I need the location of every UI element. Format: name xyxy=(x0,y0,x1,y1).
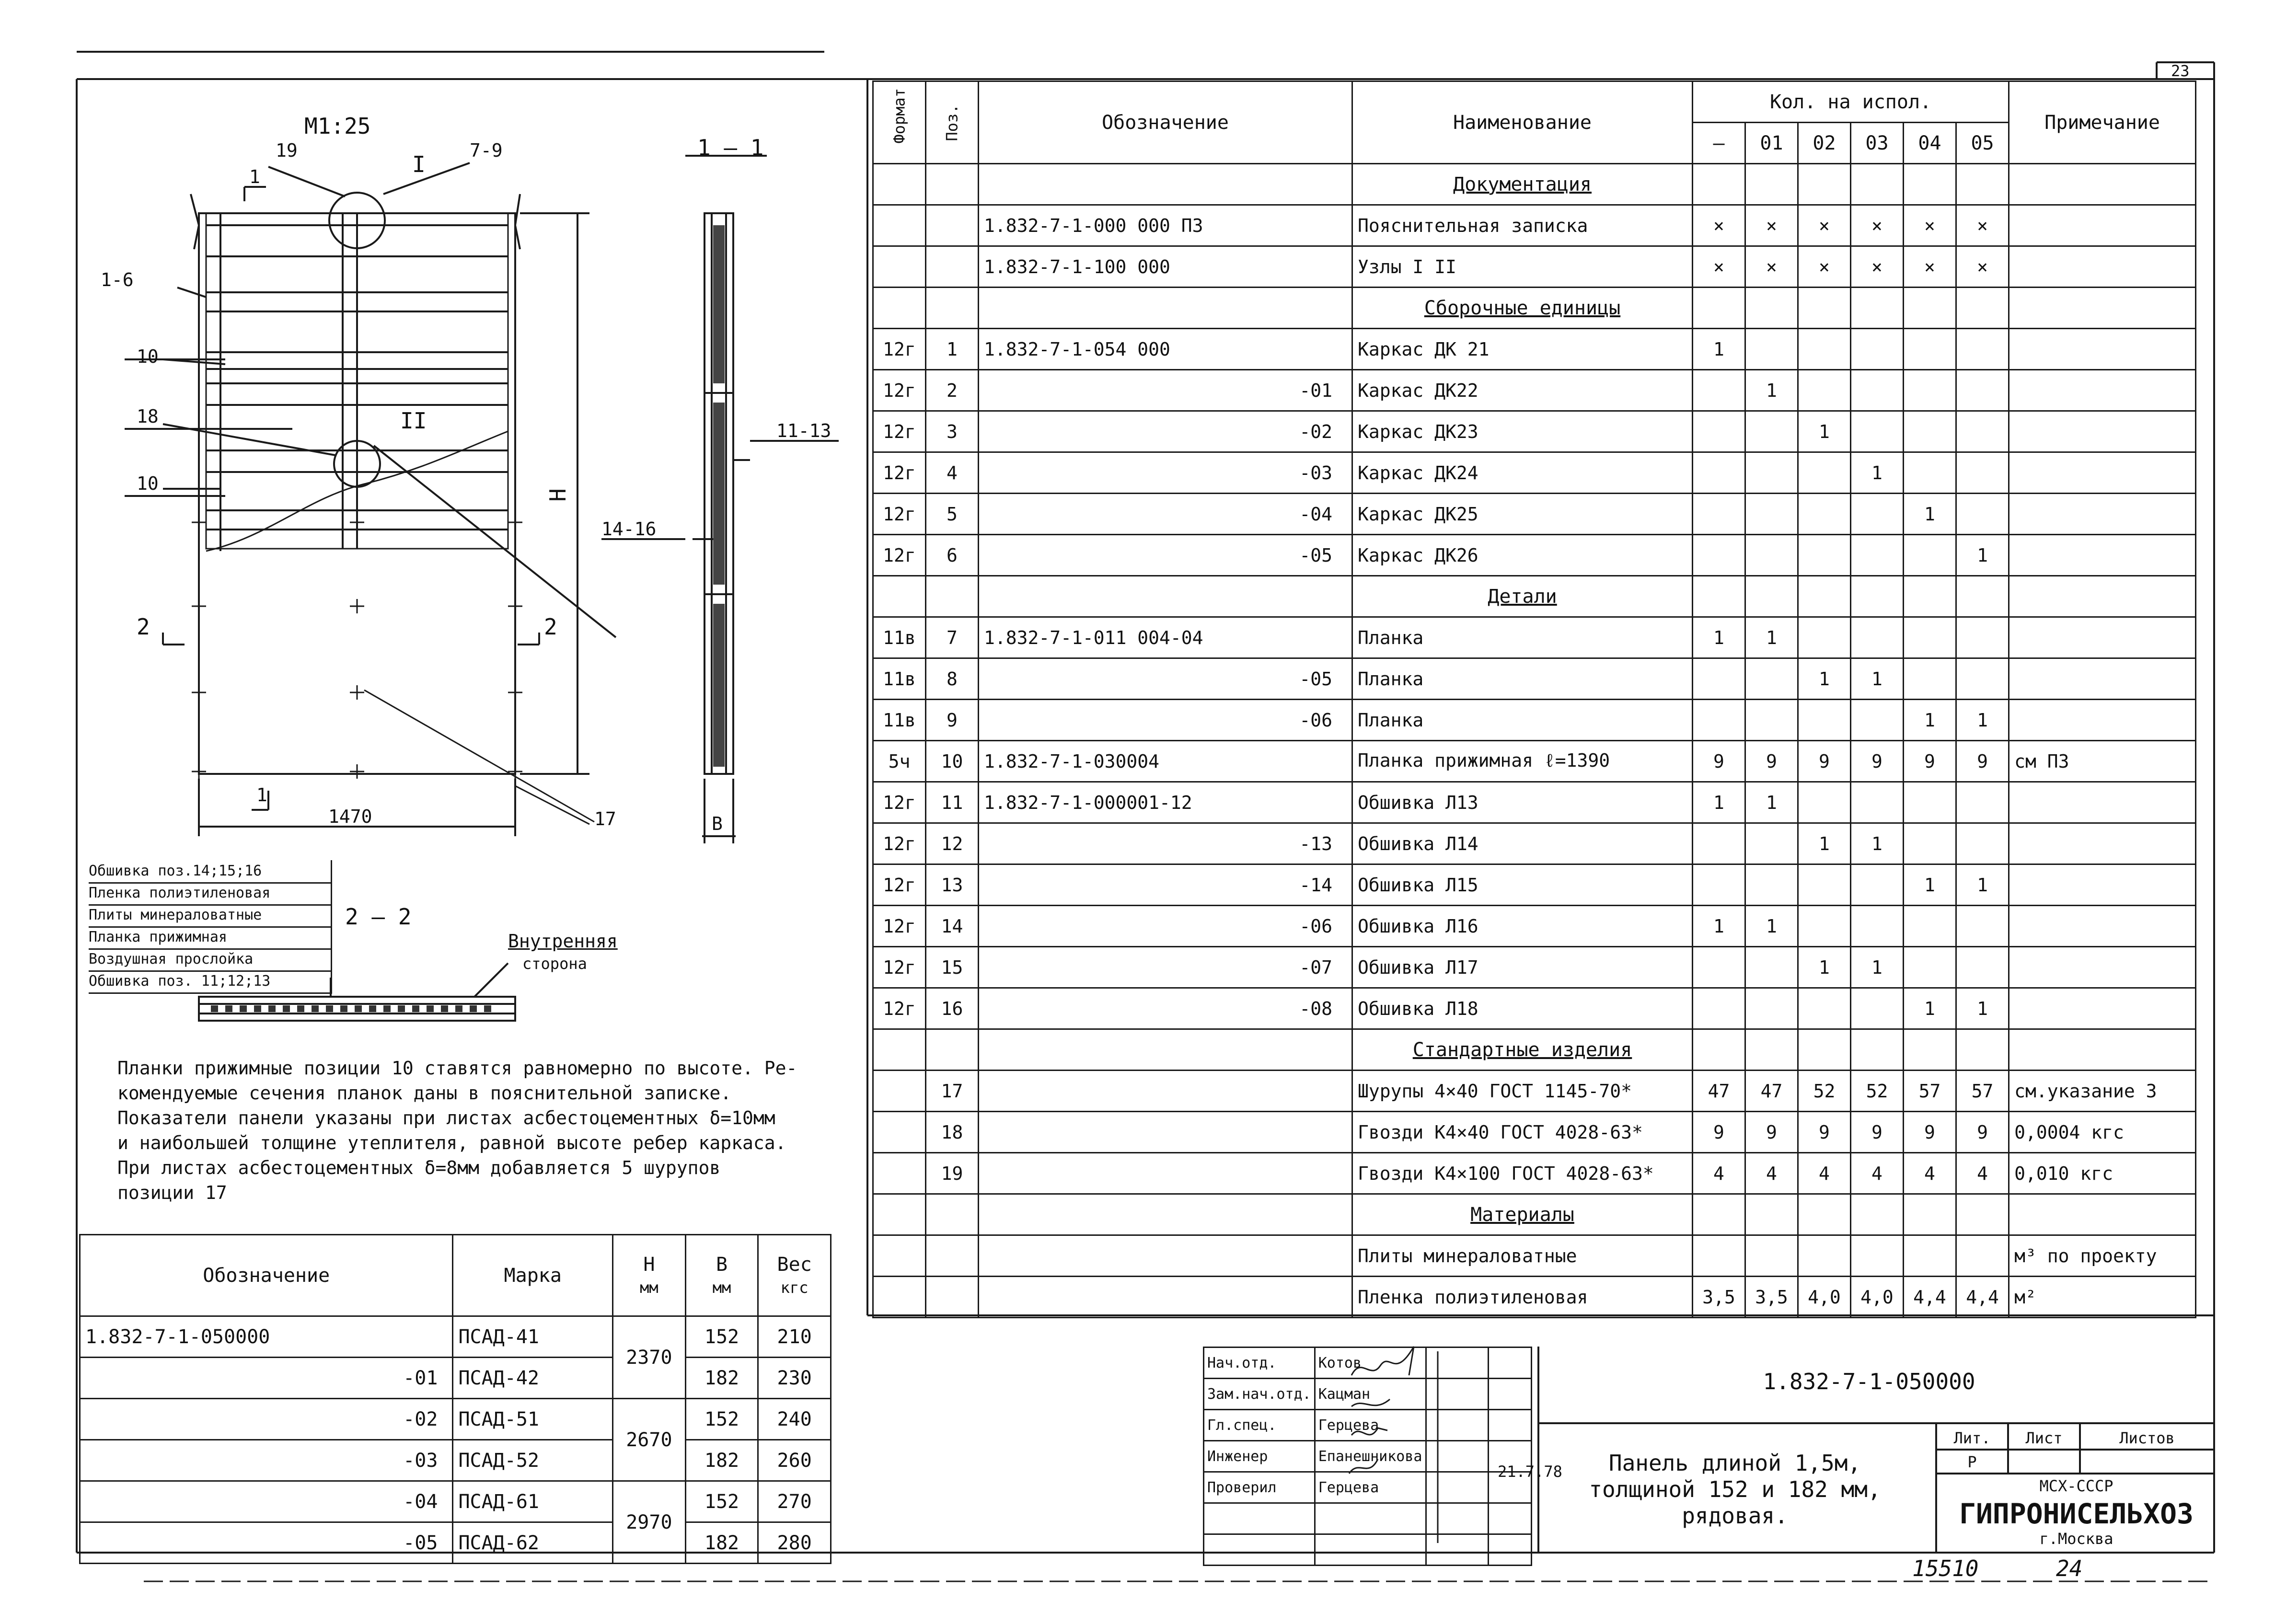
spec-qty-cell: 1 xyxy=(1798,947,1851,988)
spec-qty-cell: 9 xyxy=(1798,741,1851,782)
marks-header-mark: Марка xyxy=(453,1235,613,1316)
spec-qty-cell: 1 xyxy=(1904,864,1956,906)
mark-height: 2670 xyxy=(613,1399,686,1481)
spec-qty-cell: × xyxy=(1745,246,1798,288)
spec-qty-cell: 1 xyxy=(1745,906,1798,947)
spec-qty-cell: 4 xyxy=(1798,1153,1851,1194)
spec-pos-cell: 16 xyxy=(926,988,979,1029)
spec-qty-cell: 57 xyxy=(1904,1071,1956,1112)
callout-7-9: 7-9 xyxy=(470,140,503,161)
spec-pos-cell: 13 xyxy=(926,864,979,906)
spec-pos-cell: 1 xyxy=(926,329,979,370)
spec-pos-cell: 14 xyxy=(926,906,979,947)
mark-weight: 230 xyxy=(758,1358,831,1399)
spec-qty-cell: 4 xyxy=(1956,1153,2009,1194)
spec-name-cell: Обшивка Л14 xyxy=(1352,823,1693,864)
spec-qty-cell: 1 xyxy=(1851,947,1904,988)
spec-name-cell: Каркас ДК25 xyxy=(1352,494,1693,535)
spec-pos-cell: 7 xyxy=(926,617,979,658)
spec-header-format: Формат xyxy=(873,81,926,164)
archive-number: 15510 xyxy=(1912,1555,1979,1581)
spec-designation-cell: -06 xyxy=(979,700,1352,741)
spec-qty-cell: 1 xyxy=(1956,988,2009,1029)
spec-qty-cell: × xyxy=(1745,205,1798,246)
spec-note-cell: см ПЗ xyxy=(2009,741,2196,782)
mark-b: 182 xyxy=(685,1358,758,1399)
spec-format-cell: 12г xyxy=(873,370,926,411)
signer-role: Гл.спец. xyxy=(1204,1410,1315,1441)
spec-qty-cell: 1 xyxy=(1693,329,1745,370)
spec-name-cell: Каркас ДК 21 xyxy=(1352,329,1693,370)
spec-qty-col-header: 04 xyxy=(1904,123,1956,164)
spec-name-cell: Обшивка Л15 xyxy=(1352,864,1693,906)
callout-node-I: I xyxy=(412,151,426,177)
spec-name-cell: Обшивка Л16 xyxy=(1352,906,1693,947)
spec-note-cell: 0,010 кгс xyxy=(2009,1153,2196,1194)
spec-qty-cell: 1 xyxy=(1745,617,1798,658)
marks-header-weight-unit: кгс xyxy=(780,1278,808,1297)
spec-qty-cell: × xyxy=(1851,205,1904,246)
marks-header-weight-label: Вес xyxy=(777,1253,812,1276)
spec-qty-cell: 1 xyxy=(1956,535,2009,576)
note-line-4: и наибольшей толщине утеплителя, равной высоте ребер каркаса. xyxy=(117,1132,786,1153)
spec-pos-cell: 11 xyxy=(926,782,979,823)
spec-name-cell: Каркас ДК23 xyxy=(1352,411,1693,452)
spec-designation-cell: -01 xyxy=(979,370,1352,411)
spec-qty-cell: 4,0 xyxy=(1851,1277,1904,1318)
spec-section-title: Документация xyxy=(1352,164,1693,205)
spec-format-cell: 11в xyxy=(873,700,926,741)
spec-qty-cell: 9 xyxy=(1745,741,1798,782)
mark-code: ПСАД-41 xyxy=(453,1316,613,1358)
callout-18: 18 xyxy=(137,406,159,427)
scale-label: М1:25 xyxy=(304,113,371,139)
mark-designation: 1.832-7-1-050000 xyxy=(80,1316,453,1358)
spec-name-cell: Пояснительная записка xyxy=(1352,205,1693,246)
spec-designation-cell: 1.832-7-1-011 004-04 xyxy=(979,617,1352,658)
marks-header-designation: Обозначение xyxy=(80,1235,453,1316)
signer-name: Герцева xyxy=(1315,1410,1426,1441)
spec-name-cell: Планка прижимная ℓ=1390 xyxy=(1352,741,1693,782)
spec-name-cell: Каркас ДК22 xyxy=(1352,370,1693,411)
spec-qty-cell: 3,5 xyxy=(1745,1277,1798,1318)
mark-designation: -03 xyxy=(80,1440,453,1481)
spec-header-name: Наименование xyxy=(1352,81,1693,164)
spec-designation-cell: -04 xyxy=(979,494,1352,535)
mark-designation: -04 xyxy=(80,1481,453,1522)
mark-designation: -05 xyxy=(80,1522,453,1564)
mark-b: 152 xyxy=(685,1399,758,1440)
spec-name-cell: Планка xyxy=(1352,617,1693,658)
mark-weight: 270 xyxy=(758,1481,831,1522)
spec-qty-col-header: 05 xyxy=(1956,123,2009,164)
signer-role: Инженер xyxy=(1204,1441,1315,1472)
corner-sheet-number: 23 xyxy=(2171,62,2190,80)
spec-name-cell: Каркас ДК26 xyxy=(1352,535,1693,576)
spec-designation-cell: -08 xyxy=(979,988,1352,1029)
spec-header-pos: Поз. xyxy=(926,81,979,164)
signer-name: Кацман xyxy=(1315,1379,1426,1410)
spec-qty-cell: 1 xyxy=(1798,823,1851,864)
organization-name: ГИПРОНИСЕЛЬХОЗ xyxy=(1959,1497,2194,1530)
spec-format-cell: 12г xyxy=(873,329,926,370)
spec-qty-cell: 47 xyxy=(1745,1071,1798,1112)
legend-item-6: Обшивка поз. 11;12;13 xyxy=(89,970,332,994)
spec-designation-cell: -06 xyxy=(979,906,1352,947)
legend-item-5: Воздушная прослойка xyxy=(89,948,332,972)
spec-section-title: Стандартные изделия xyxy=(1352,1029,1693,1071)
mark-designation: -01 xyxy=(80,1358,453,1399)
spec-qty-cell: × xyxy=(1956,246,2009,288)
document-title-line-1: Панель длиной 1,5м, xyxy=(1608,1450,1861,1476)
spec-section-title: Материалы xyxy=(1352,1194,1693,1235)
spec-qty-cell: 4,4 xyxy=(1904,1277,1956,1318)
bottom-sheet-number: 24 xyxy=(2056,1555,2083,1581)
spec-format-cell: 12г xyxy=(873,864,926,906)
spec-pos-cell: 18 xyxy=(926,1112,979,1153)
spec-qty-cell: 1 xyxy=(1956,700,2009,741)
callout-10-lower: 10 xyxy=(137,473,159,494)
spec-qty-cell: 1 xyxy=(1904,494,1956,535)
spec-name-cell: Пленка полиэтиленовая xyxy=(1352,1277,1693,1318)
spec-format-cell: 11в xyxy=(873,658,926,700)
inner-side-label-2: сторона xyxy=(522,955,587,973)
spec-format-cell: 12г xyxy=(873,494,926,535)
mark-code: ПСАД-51 xyxy=(453,1399,613,1440)
dimension-B: B xyxy=(712,813,723,834)
document-title-line-3: рядовая. xyxy=(1682,1503,1788,1529)
signature-date: 21.7.78 xyxy=(1498,1463,1562,1481)
spec-qty-cell: 1 xyxy=(1956,864,2009,906)
spec-qty-cell: 47 xyxy=(1693,1071,1745,1112)
spec-pos-cell: 15 xyxy=(926,947,979,988)
spec-qty-cell: × xyxy=(1798,246,1851,288)
spec-name-cell: Узлы I II xyxy=(1352,246,1693,288)
signer-name: Епанешникова xyxy=(1315,1441,1426,1472)
spec-note-cell: м³ по проекту xyxy=(2009,1235,2196,1277)
spec-section-title: Детали xyxy=(1352,576,1693,617)
section-mark-1-top: 1 xyxy=(249,166,260,187)
signer-role: Нач.отд. xyxy=(1204,1348,1315,1379)
spec-qty-cell: 9 xyxy=(1693,1112,1745,1153)
spec-pos-cell: 8 xyxy=(926,658,979,700)
mark-b: 152 xyxy=(685,1316,758,1358)
callout-14-16: 14-16 xyxy=(601,518,657,540)
mark-weight: 280 xyxy=(758,1522,831,1564)
spec-qty-cell: 1 xyxy=(1798,411,1851,452)
spec-qty-cell: 9 xyxy=(1904,1112,1956,1153)
document-code: 1.832-7-1-050000 xyxy=(1763,1369,1975,1394)
section-1-1-title: 1 — 1 xyxy=(697,135,764,161)
stage-header: Лит. xyxy=(1953,1429,1991,1447)
mark-designation: -02 xyxy=(80,1399,453,1440)
spec-qty-cell: 52 xyxy=(1798,1071,1851,1112)
spec-name-cell: Планка xyxy=(1352,700,1693,741)
spec-format-cell: 12г xyxy=(873,452,926,494)
spec-qty-col-header: — xyxy=(1693,123,1745,164)
spec-qty-cell: 4 xyxy=(1745,1153,1798,1194)
spec-qty-cell: 9 xyxy=(1798,1112,1851,1153)
spec-designation-cell: -13 xyxy=(979,823,1352,864)
spec-format-cell: 12г xyxy=(873,535,926,576)
spec-qty-cell: 4,4 xyxy=(1956,1277,2009,1318)
organization-ministry: МСХ-СССР xyxy=(2039,1477,2113,1495)
spec-qty-cell: 1 xyxy=(1798,658,1851,700)
spec-qty-cell: 4 xyxy=(1851,1153,1904,1194)
sheet-header: Лист xyxy=(2025,1429,2063,1447)
note-line-5: При листах асбестоцементных δ=8мм добавляется 5 шурупов xyxy=(117,1157,721,1178)
spec-designation-cell: 1.832-7-1-054 000 xyxy=(979,329,1352,370)
mark-weight: 240 xyxy=(758,1399,831,1440)
spec-designation-cell: -14 xyxy=(979,864,1352,906)
spec-qty-cell: × xyxy=(1956,205,2009,246)
callout-19: 19 xyxy=(276,140,298,161)
spec-format-cell: 12г xyxy=(873,411,926,452)
signer-name: Герцева xyxy=(1315,1472,1426,1503)
legend-item-3: Плиты минераловатные xyxy=(89,904,332,928)
spec-qty-cell: 9 xyxy=(1693,741,1745,782)
marks-header-h-unit: мм xyxy=(640,1278,658,1297)
spec-qty-cell: 9 xyxy=(1904,741,1956,782)
spec-qty-cell: 4 xyxy=(1693,1153,1745,1194)
marks-header-b-unit: мм xyxy=(712,1278,731,1297)
spec-name-cell: Гвозди К4×100 ГОСТ 4028-63* xyxy=(1352,1153,1693,1194)
callout-1-6: 1-6 xyxy=(101,269,134,290)
spec-qty-cell: 52 xyxy=(1851,1071,1904,1112)
signer-role: Проверил xyxy=(1204,1472,1315,1503)
mark-b: 182 xyxy=(685,1522,758,1564)
spec-designation-cell: -05 xyxy=(979,658,1352,700)
section-2-2-title: 2 — 2 xyxy=(345,904,412,930)
organization-city: г.Москва xyxy=(2039,1530,2113,1548)
spec-pos-cell: 6 xyxy=(926,535,979,576)
mark-b: 152 xyxy=(685,1481,758,1522)
section-mark-1-bottom: 1 xyxy=(256,784,267,806)
signer-name: Котов xyxy=(1315,1348,1426,1379)
spec-qty-cell: × xyxy=(1693,246,1745,288)
spec-designation-cell: -07 xyxy=(979,947,1352,988)
spec-header-designation: Обозначение xyxy=(979,81,1352,164)
spec-designation-cell: -03 xyxy=(979,452,1352,494)
spec-designation-cell: 1.832-7-1-000001-12 xyxy=(979,782,1352,823)
spec-qty-cell: 1 xyxy=(1693,906,1745,947)
spec-format-cell: 5ч xyxy=(873,741,926,782)
spec-qty-cell: × xyxy=(1798,205,1851,246)
spec-pos-cell: 5 xyxy=(926,494,979,535)
spec-pos-cell: 10 xyxy=(926,741,979,782)
spec-designation-cell: 1.832-7-1-000 000 ПЗ xyxy=(979,205,1352,246)
spec-format-cell: 12г xyxy=(873,823,926,864)
legend-item-2: Пленка полиэтиленовая xyxy=(89,882,332,906)
spec-qty-cell: 4,0 xyxy=(1798,1277,1851,1318)
spec-pos-cell: 3 xyxy=(926,411,979,452)
spec-qty-col-header: 01 xyxy=(1745,123,1798,164)
spec-name-cell: Каркас ДК24 xyxy=(1352,452,1693,494)
inner-side-label-1: Внутренняя xyxy=(508,931,618,952)
spec-pos-cell: 12 xyxy=(926,823,979,864)
spec-name-cell: Шурупы 4×40 ГОСТ 1145-70* xyxy=(1352,1071,1693,1112)
callout-11-13: 11-13 xyxy=(776,420,831,441)
mark-weight: 260 xyxy=(758,1440,831,1481)
spec-qty-cell: 1 xyxy=(1851,452,1904,494)
spec-qty-cell: 1 xyxy=(1693,617,1745,658)
spec-qty-cell: × xyxy=(1904,246,1956,288)
spec-qty-cell: 4 xyxy=(1904,1153,1956,1194)
spec-qty-cell: 9 xyxy=(1851,741,1904,782)
spec-qty-cell: × xyxy=(1904,205,1956,246)
spec-qty-cell: 1 xyxy=(1693,782,1745,823)
mark-b: 182 xyxy=(685,1440,758,1481)
spec-name-cell: Планка xyxy=(1352,658,1693,700)
spec-pos-cell: 9 xyxy=(926,700,979,741)
spec-qty-cell: × xyxy=(1693,205,1745,246)
legend-item-4: Планка прижимная xyxy=(89,926,332,950)
spec-qty-col-header: 02 xyxy=(1798,123,1851,164)
spec-qty-cell: 3,5 xyxy=(1693,1277,1745,1318)
note-line-6: позиции 17 xyxy=(117,1182,227,1203)
spec-name-cell: Обшивка Л17 xyxy=(1352,947,1693,988)
spec-qty-cell: 1 xyxy=(1851,658,1904,700)
document-title-line-2: толщиной 152 и 182 мм, xyxy=(1589,1476,1881,1502)
spec-qty-cell: 1 xyxy=(1745,782,1798,823)
mark-code: ПСАД-42 xyxy=(453,1358,613,1399)
spec-designation-cell: 1.832-7-1-100 000 xyxy=(979,246,1352,288)
spec-header-note: Примечание xyxy=(2009,81,2196,164)
spec-designation-cell: -05 xyxy=(979,535,1352,576)
section-mark-2-right: 2 xyxy=(544,614,557,640)
spec-designation-cell: -02 xyxy=(979,411,1352,452)
spec-qty-cell: 9 xyxy=(1956,741,2009,782)
spec-header-qty: Кол. на испол. xyxy=(1693,81,2009,123)
callout-10-upper: 10 xyxy=(137,346,159,367)
mark-weight: 210 xyxy=(758,1316,831,1358)
note-line-3: Показатели панели указаны при листах асбестоцементных δ=10мм xyxy=(117,1107,775,1129)
mark-code: ПСАД-62 xyxy=(453,1522,613,1564)
spec-name-cell: Обшивка Л13 xyxy=(1352,782,1693,823)
stage-value: Р xyxy=(1967,1453,1977,1471)
callout-node-II: II xyxy=(400,408,427,434)
spec-qty-cell: 1 xyxy=(1745,370,1798,411)
spec-qty-cell: 9 xyxy=(1956,1112,2009,1153)
spec-qty-cell: 9 xyxy=(1851,1112,1904,1153)
spec-qty-cell: 57 xyxy=(1956,1071,2009,1112)
spec-format-cell: 12г xyxy=(873,988,926,1029)
section-mark-2-left: 2 xyxy=(137,614,150,640)
spec-pos-cell: 4 xyxy=(926,452,979,494)
spec-section-title: Сборочные единицы xyxy=(1352,288,1693,329)
marks-header-b-label: В xyxy=(716,1253,728,1276)
spec-format-cell: 11в xyxy=(873,617,926,658)
dimension-1470: 1470 xyxy=(328,806,372,827)
mark-code: ПСАД-61 xyxy=(453,1481,613,1522)
spec-qty-cell: 1 xyxy=(1904,988,1956,1029)
callout-17: 17 xyxy=(594,808,616,829)
spec-pos-cell: 17 xyxy=(926,1071,979,1112)
mark-code: ПСАД-52 xyxy=(453,1440,613,1481)
spec-note-cell: 0,0004 кгс xyxy=(2009,1112,2196,1153)
spec-pos-cell: 2 xyxy=(926,370,979,411)
note-line-2: комендуемые сечения планок даны в пояснительной записке. xyxy=(117,1083,732,1104)
marks-header-h-label: Н xyxy=(643,1253,655,1276)
spec-qty-cell: 9 xyxy=(1745,1112,1798,1153)
sheets-header: Листов xyxy=(2119,1429,2175,1447)
spec-name-cell: Гвозди К4×40 ГОСТ 4028-63* xyxy=(1352,1112,1693,1153)
note-line-1: Планки прижимные позиции 10 ставятся равномерно по высоте. Ре- xyxy=(117,1058,797,1079)
spec-note-cell: см.указание 3 xyxy=(2009,1071,2196,1112)
legend-item-1: Обшивка поз.14;15;16 xyxy=(89,860,332,884)
spec-format-cell: 12г xyxy=(873,782,926,823)
mark-height: 2970 xyxy=(613,1481,686,1564)
spec-qty-cell: × xyxy=(1851,246,1904,288)
signer-role: Зам.нач.отд. xyxy=(1204,1379,1315,1410)
spec-pos-cell: 19 xyxy=(926,1153,979,1194)
mark-height: 2370 xyxy=(613,1316,686,1399)
spec-qty-col-header: 03 xyxy=(1851,123,1904,164)
spec-format-cell: 12г xyxy=(873,906,926,947)
spec-qty-cell: 1 xyxy=(1904,700,1956,741)
spec-qty-cell: 1 xyxy=(1851,823,1904,864)
spec-note-cell: м² xyxy=(2009,1277,2196,1318)
dimension-H: H xyxy=(544,488,571,502)
spec-format-cell: 12г xyxy=(873,947,926,988)
spec-name-cell: Плиты минераловатные xyxy=(1352,1235,1693,1277)
spec-designation-cell: 1.832-7-1-030004 xyxy=(979,741,1352,782)
spec-name-cell: Обшивка Л18 xyxy=(1352,988,1693,1029)
